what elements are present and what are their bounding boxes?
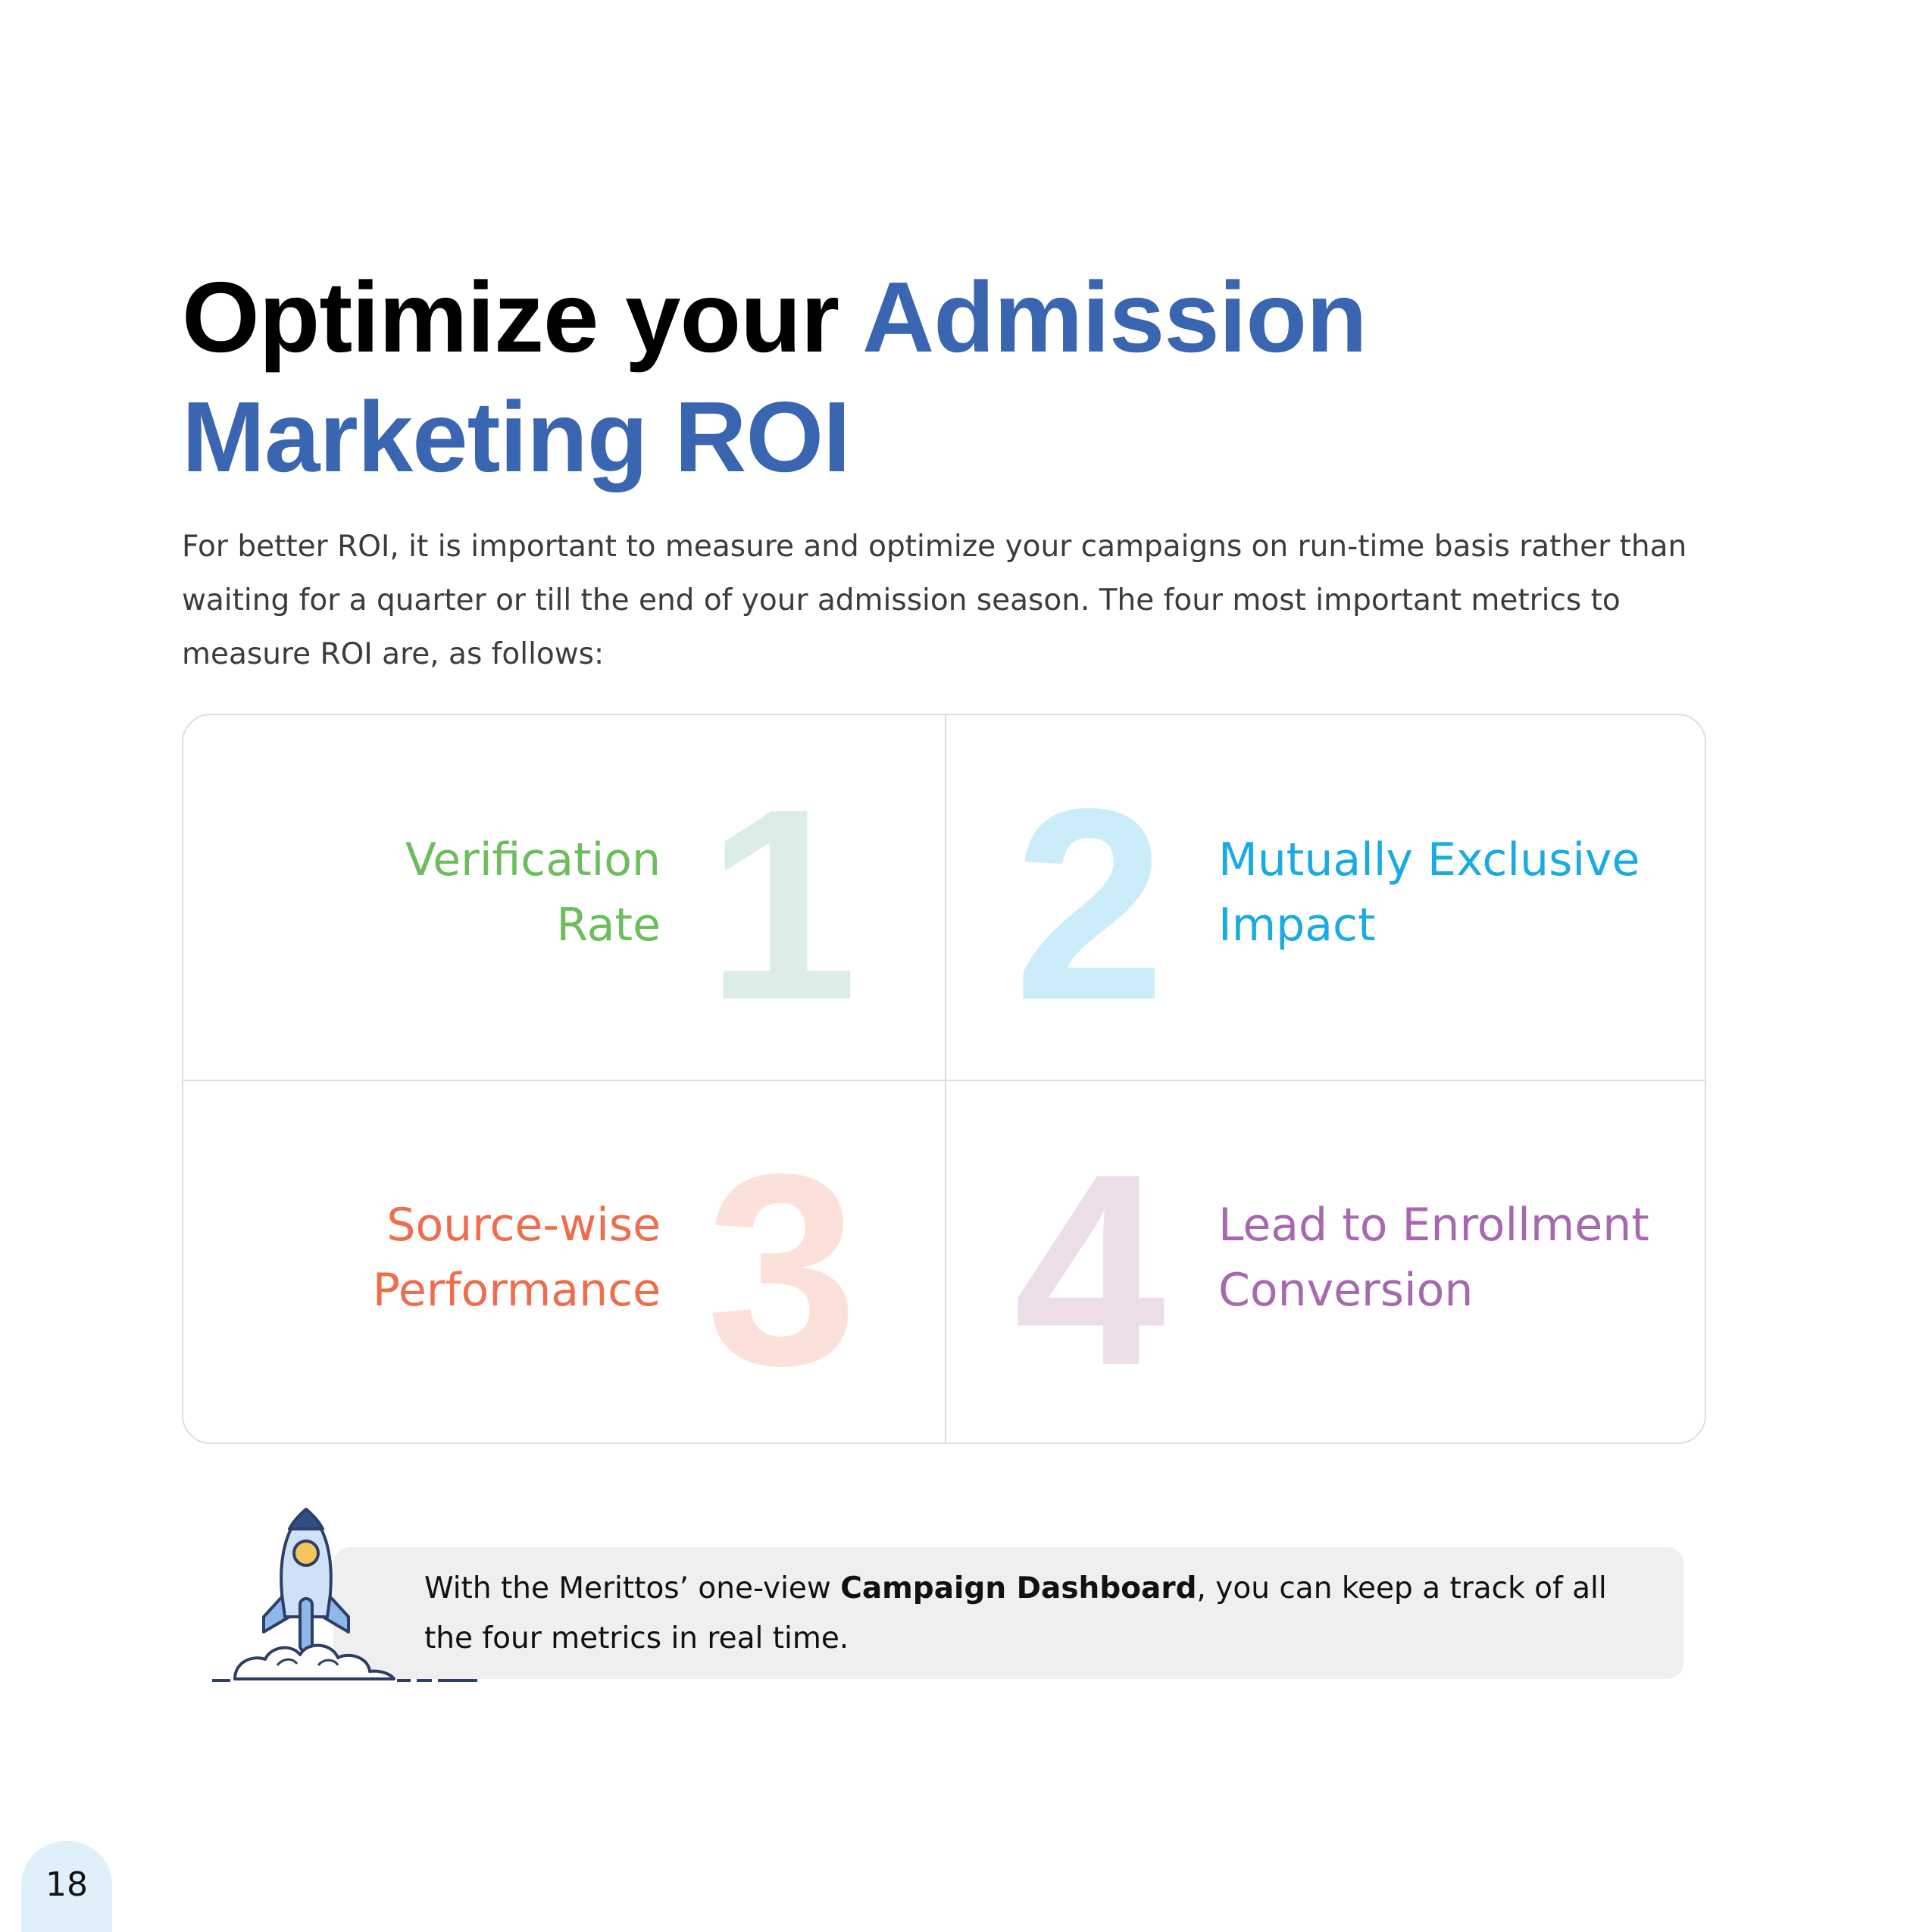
page-number: 18 xyxy=(45,1865,88,1904)
callout-text-bold: Campaign Dashboard xyxy=(840,1571,1197,1605)
metric-label-4-line2: Conversion xyxy=(1218,1264,1474,1317)
page-number-tab xyxy=(21,1841,112,1932)
intro-paragraph: For better ROI, it is important to measure and optimize your campaigns on run-time basis rather than waiting for a quarter or till the end of your admission season. The four most important metrics to measure ROI are, as follows: xyxy=(182,530,1687,671)
metric-card-3 xyxy=(183,1080,944,1444)
callout-text-after: , you can keep a track of all the four metrics in real time. xyxy=(424,1571,1607,1655)
metric-label-1-line2: Rate xyxy=(556,899,661,952)
metrics-grid xyxy=(182,714,1706,1444)
metric-label-2-line1: Mutually Exclusive xyxy=(1218,833,1640,886)
metric-number-2: 2 xyxy=(1014,752,1166,1057)
callout-text-before: With the Merittos’ one-view xyxy=(424,1571,841,1605)
rocket-icon xyxy=(205,1503,492,1685)
callout-text xyxy=(424,1564,1637,1664)
metric-card-2 xyxy=(946,715,1706,1079)
callout-box xyxy=(333,1547,1683,1679)
metric-label-1 xyxy=(214,827,661,958)
metric-number-3: 3 xyxy=(706,1118,858,1422)
metric-number-1: 1 xyxy=(705,752,858,1057)
metric-label-2-line2: Impact xyxy=(1218,899,1376,952)
metric-card-4 xyxy=(946,1080,1706,1444)
metric-label-4-line1: Lead to Enrollment xyxy=(1218,1199,1649,1252)
metric-label-1-line1: Verification xyxy=(405,833,661,886)
metric-label-3-line2: Performance xyxy=(372,1264,661,1317)
metric-label-2 xyxy=(1218,827,1688,958)
metric-number-4: 4 xyxy=(1014,1118,1166,1422)
title-accent: Admission Marketing ROI xyxy=(182,261,1367,492)
metric-label-3-line1: Source-wise xyxy=(386,1199,661,1252)
metric-card-1 xyxy=(183,715,944,1079)
page-title xyxy=(182,258,1621,497)
title-part-1: Optimize your xyxy=(182,261,862,373)
metric-label-4 xyxy=(1218,1193,1688,1323)
metric-label-3 xyxy=(214,1193,661,1323)
